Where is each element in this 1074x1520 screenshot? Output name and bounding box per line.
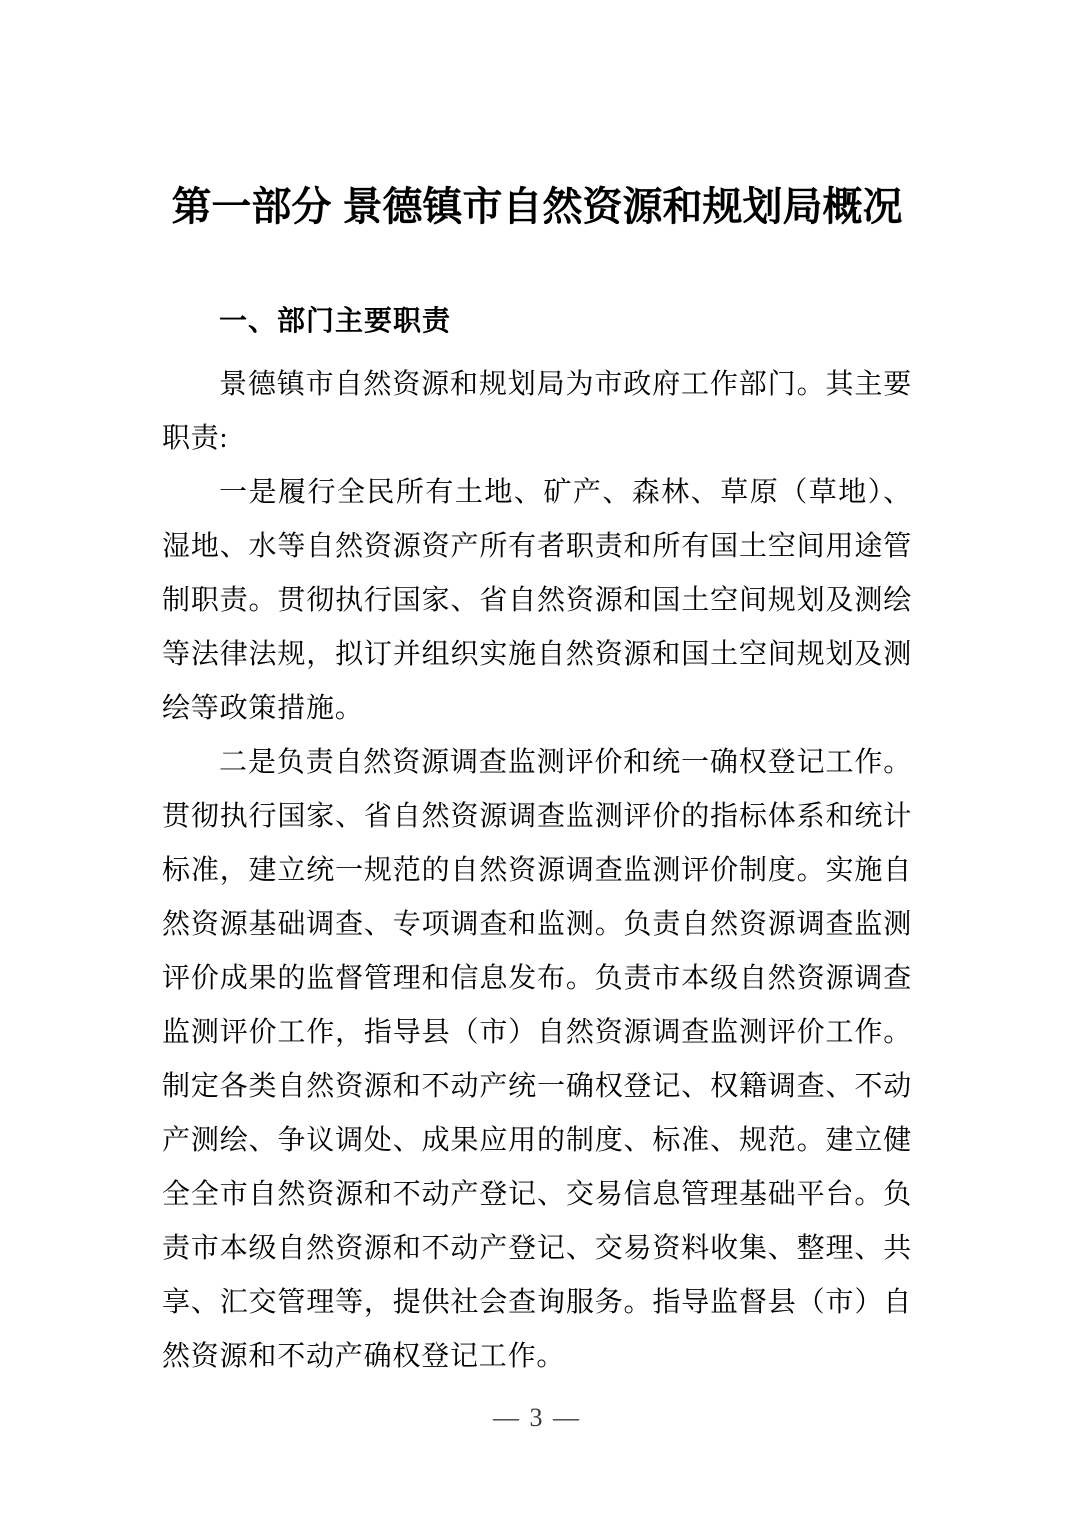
- page-title: 第一部分 景德镇市自然资源和规划局概况: [171, 185, 903, 229]
- paragraph-duty-one: 一是履行全民所有土地、矿产、森林、草原（草地）、湿地、水等自然资源资产所有者职责和所有国土空间用途管制职责。贯彻执行国家、省自然资源和国土空间规划及测绘等法律法规，拟订并组织实施自然资源和国土空间规划及测绘等政策措施。: [162, 477, 912, 724]
- paragraph-intro: 景德镇市自然资源和规划局为市政府工作部门。其主要职责:: [162, 369, 912, 454]
- page-content: [162, 183, 912, 1384]
- page-number: — 3 —: [493, 1403, 581, 1432]
- paragraph-duty-two: 二是负责自然资源调查监测评价和统一确权登记工作。贯彻执行国家、省自然资源调查监测评价的指标体系和统计标准，建立统一规范的自然资源调查监测评价制度。实施自然资源基础调查、专项调查和监测。负责自然资源调查监测评价成果的监督管理和信息发布。负责市本级自然资源调查监测评价工作，指导县（市）自然资源调查监测评价工作。制定各类自然资源和不动产统一确权登记、权籍调查、不动产测绘、争议调处、成果应用的制度、标准、规范。建立健全全市自然资源和不动产登记、交易信息管理基础平台。负责市本级自然资源和不动产登记、交易资料收集、整理、共享、汇交管理等，提供社会查询服务。指导监督县（市）自然资源和不动产确权登记工作。: [162, 747, 912, 1372]
- section-heading: 一、部门主要职责: [219, 305, 452, 336]
- body-text: [162, 358, 912, 1384]
